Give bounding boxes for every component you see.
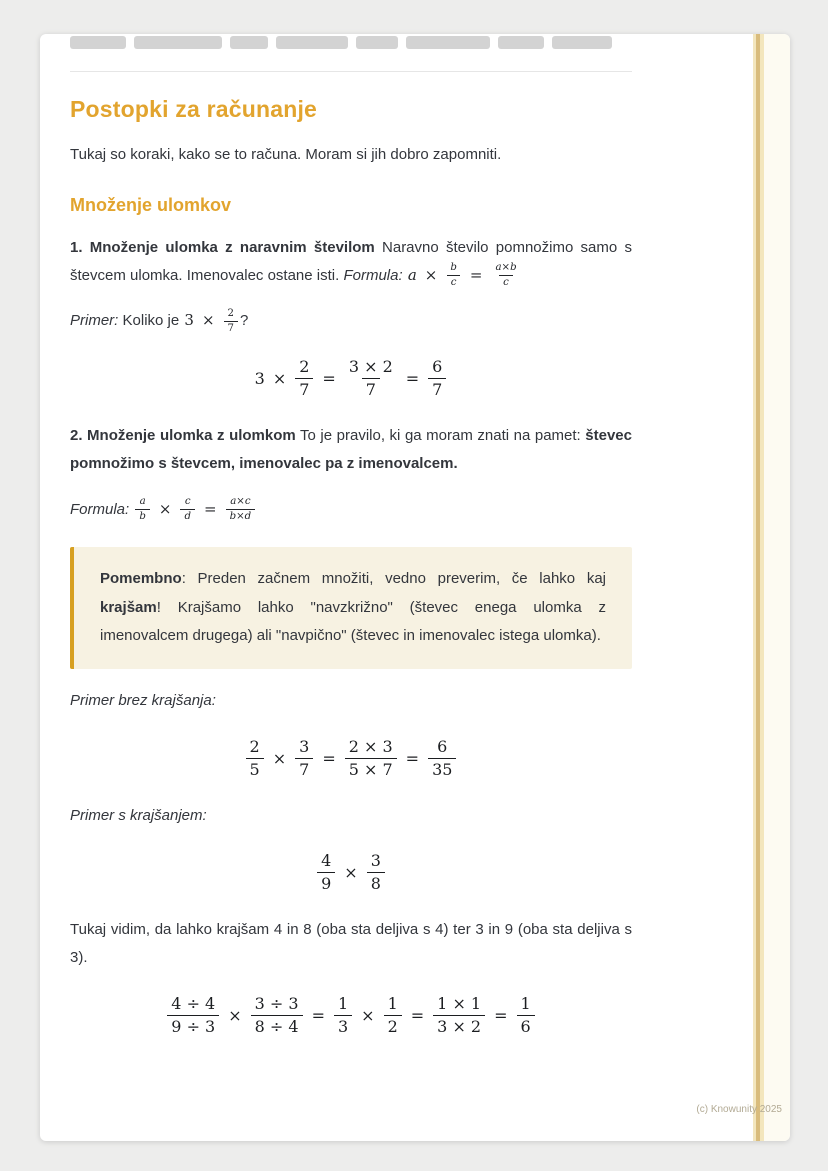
blurred-text-row bbox=[70, 36, 632, 49]
document-page bbox=[40, 34, 790, 1141]
blurred-text-placeholder bbox=[230, 36, 268, 49]
paragraph-example-question: Primer: Koliko je 3 × $\frac{2}{7}$ ? bbox=[70, 308, 249, 334]
paragraph-example-cancel: Primer s krajšanjem: bbox=[70, 806, 207, 824]
heading-multiplication: Množenje ulomkov bbox=[70, 194, 232, 215]
math-display-4: $\frac{4 \div 4}{9 \div 3}$ × $\frac{3 \div 3}{8 \div 4}$ = $\frac{1}{3}$ × $\frac{1}{2}$ = $\frac{1 \times 1}{3 \times 2}$ = $\frac{1}{6}$ bbox=[70, 994, 632, 1037]
paragraph-multiply-natural: 1. Množenje ulomka z naravnim številom Naravno število pomnožimo samo s števcem ulomka. Imenovalec ostane isti. Formula: a × $\frac{b}{c}$ = $\frac{a\times b}{c}$ bbox=[70, 238, 633, 288]
page-title: Postopki za računanje bbox=[70, 96, 318, 122]
section-divider bbox=[70, 71, 632, 72]
blurred-text-placeholder bbox=[356, 36, 398, 49]
math-display-2: $\frac{2}{5}$ × $\frac{3}{7}$ = $\frac{2 \times 3}{5 \times 7}$ = $\frac{6}{35}$ bbox=[70, 737, 632, 780]
page-right-margin bbox=[754, 34, 790, 1141]
intro-paragraph: Tukaj so koraki, kako se to računa. Moram si jih dobro zapomniti. bbox=[70, 146, 502, 163]
math-display-3: $\frac{4}{9}$ × $\frac{3}{8}$ bbox=[70, 851, 632, 894]
blurred-text-placeholder bbox=[552, 36, 612, 49]
blurred-text-placeholder bbox=[406, 36, 490, 49]
ribbon-stripe bbox=[753, 34, 764, 1141]
paragraph-example-no-cancel: Primer brez krajšanja: bbox=[70, 691, 216, 709]
paragraph-observation: Tukaj vidim, da lahko krajšam 4 in 8 (oba sta deljiva s 4) ter 3 in 9 (oba sta deljiva s 3). bbox=[70, 921, 632, 966]
ribbon-stripe-line bbox=[756, 34, 760, 1141]
blurred-text-placeholder bbox=[276, 36, 348, 49]
paragraph-multiply-fraction: 2. Množenje ulomka z ulomkom To je pravilo, ki ga moram znati na pamet: števec pomnožimo s števcem, imenovalec pa z imenovalcem. bbox=[70, 427, 632, 472]
important-callout-text: Pomembno: Preden začnem množiti, vedno preverim, če lahko kaj krajšam! Krajšamo lahko "navzkrižno" (števec enega ulomka z imenovalcem drugega) ali "navpično" (števec in imenovalec istega ulomka). bbox=[100, 570, 606, 645]
blurred-text-placeholder bbox=[70, 36, 126, 49]
math-display-1: 3 × $\frac{2}{7}$ = $\frac{3 \times 2}{7}$ = $\frac{6}{7}$ bbox=[70, 357, 632, 400]
important-callout bbox=[70, 547, 632, 669]
blurred-text-placeholder bbox=[498, 36, 544, 49]
blurred-text-placeholder bbox=[134, 36, 222, 49]
copyright-footer: (c) Knowunity 2025 bbox=[696, 1104, 782, 1115]
paragraph-formula-fraction: Formula: $\frac{a}{b}$ × $\frac{c}{d}$ = $\frac{a\times c}{b\times d}$ bbox=[70, 496, 632, 524]
document-content bbox=[40, 34, 640, 1037]
